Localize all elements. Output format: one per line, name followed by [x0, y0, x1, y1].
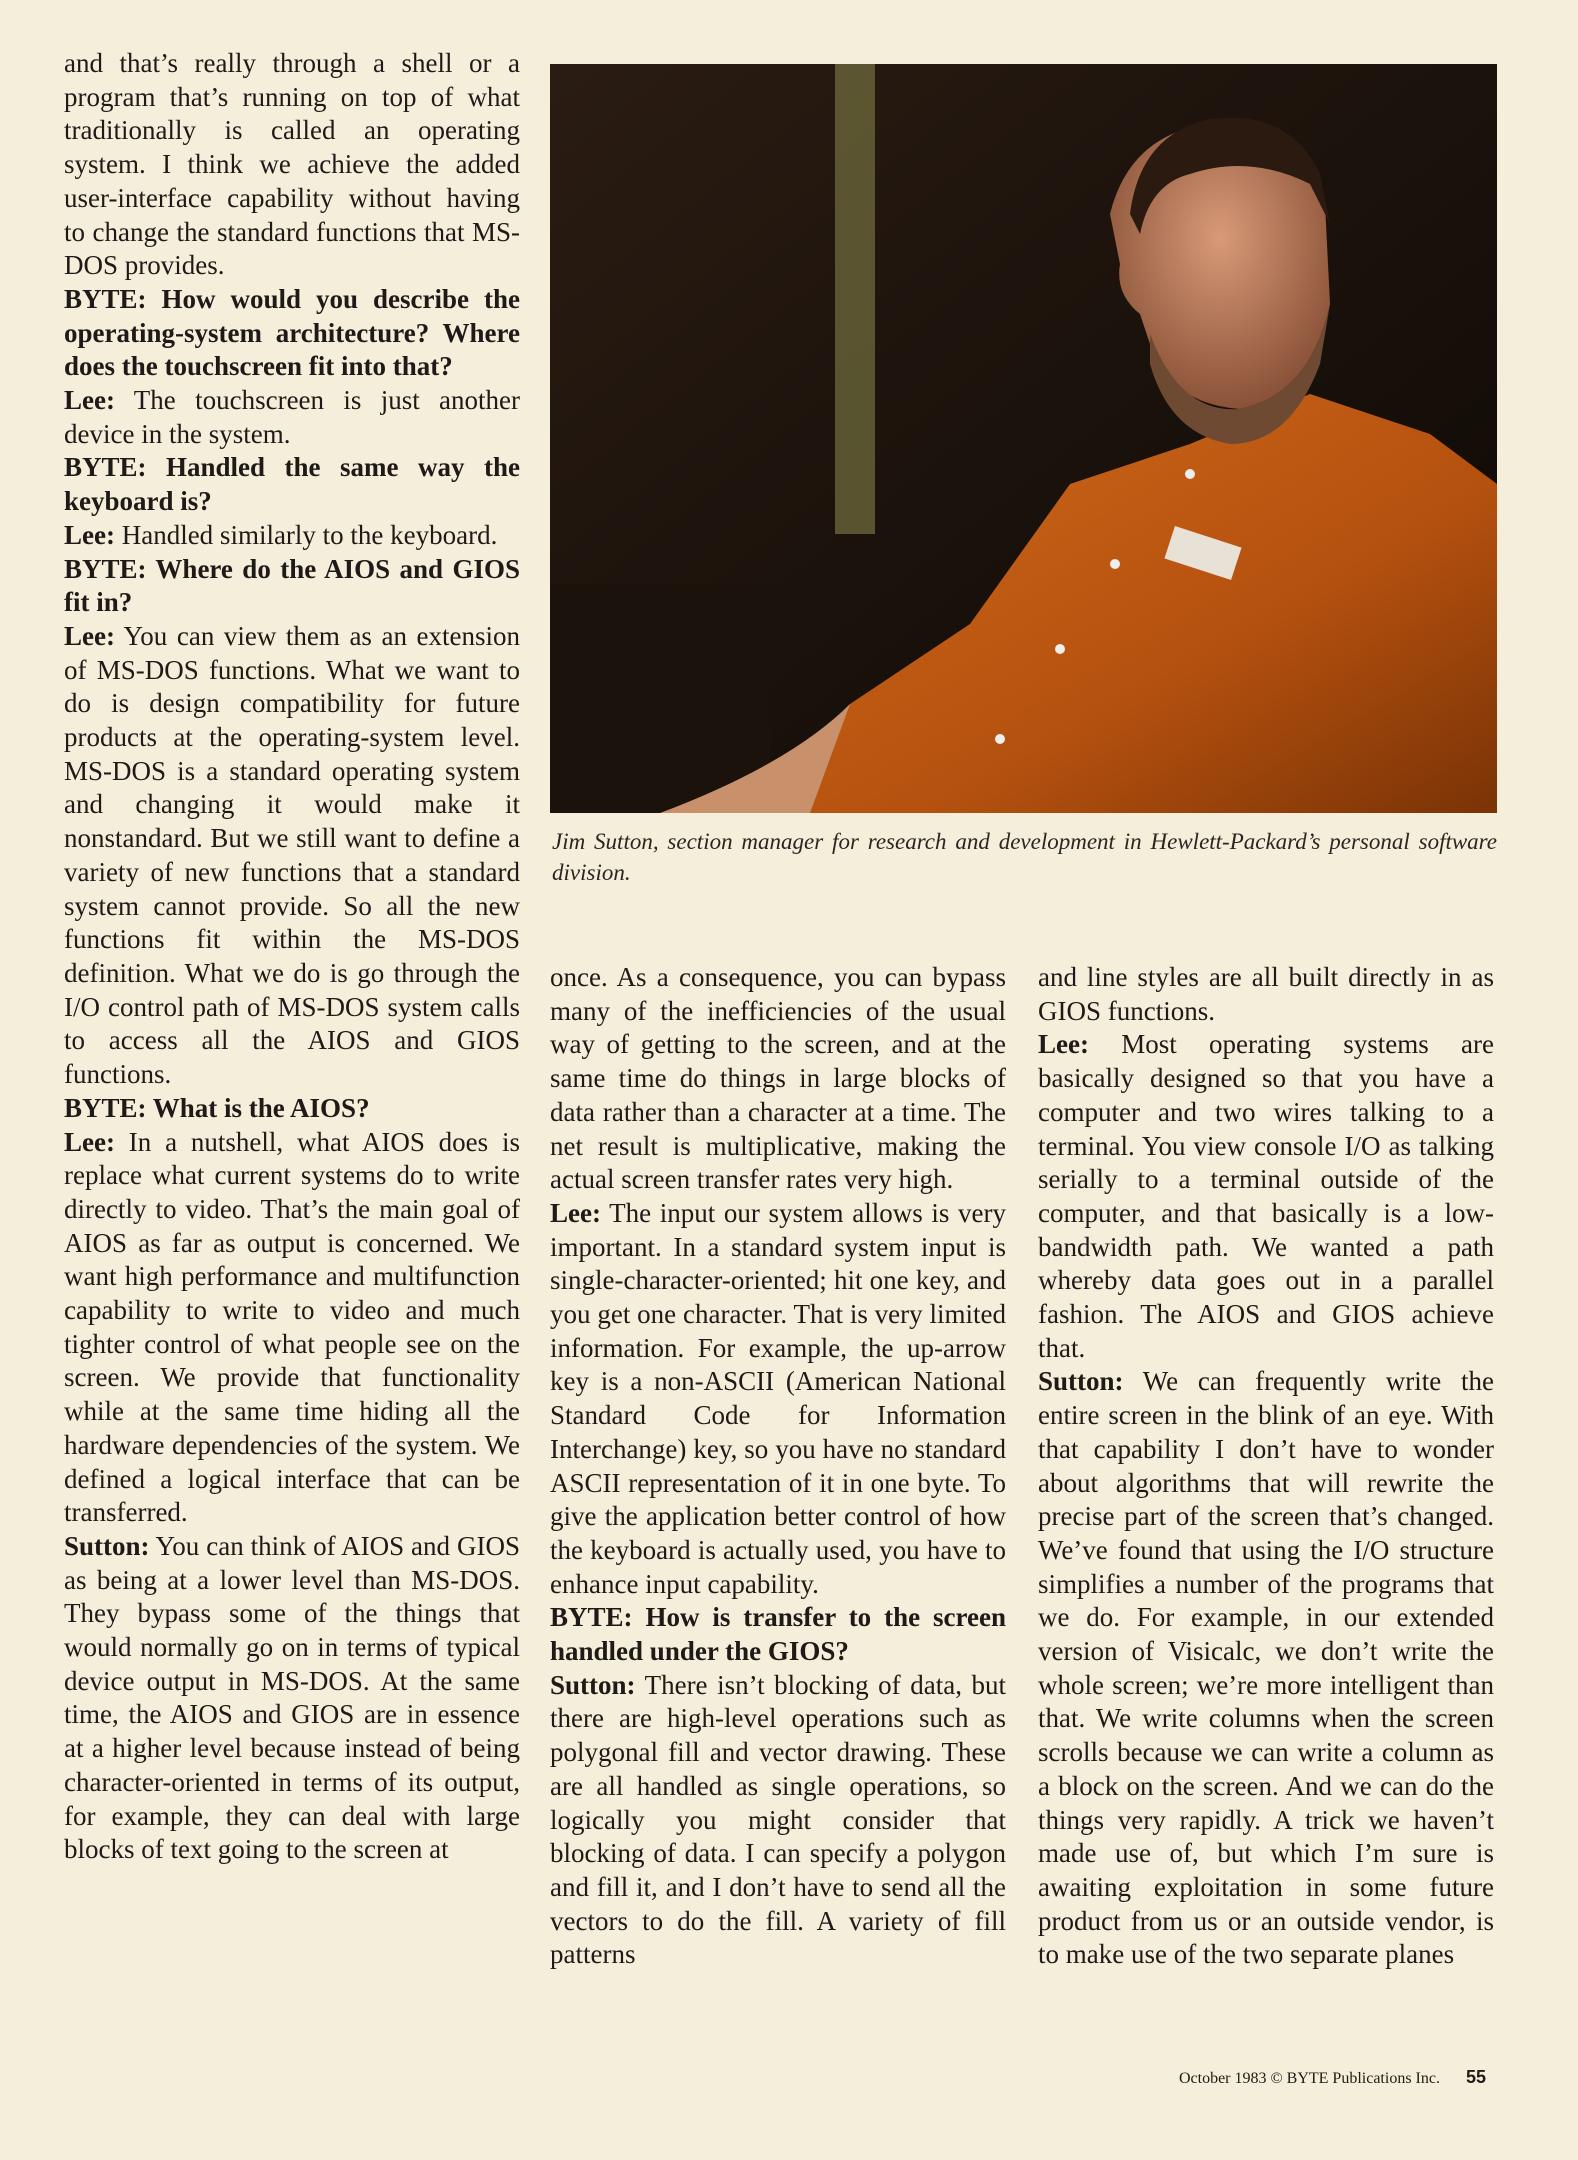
interview-answer	[1038, 961, 1494, 1028]
speaker-label: Lee:	[64, 1126, 115, 1157]
interview-answer	[550, 1197, 1006, 1601]
answer-text: once. As a consequence, you can bypass many of the inefficiencies of the usual way of getting to the screen, and at the same time do things in large blocks of data rather than a character at a time. The net result is multiplicative, making the actual screen transfer rates very high.	[550, 962, 1006, 1195]
speaker-label: Lee:	[64, 385, 115, 416]
interview-answer	[1038, 1365, 1494, 1972]
interview-question: BYTE: What is the AIOS?	[64, 1092, 370, 1123]
answer-text: The input our system allows is very important. In a standard system input is single-character-oriented; hit one key, and you get one character. That is very limited information. For example, the up-arrow key is a non-ASCII (American National Standard Code for Information Interchange) key, so you have no standard ASCII representation of it in one byte. To give the application better control of how the keyboard is actually used, you have to enhance input capability.	[550, 1197, 1006, 1599]
answer-text: Handled similarly to the keyboard.	[114, 519, 498, 550]
answer-text: There isn’t blocking of data, but there are high-level operations such as polygonal fill and vector drawing. These are all handled as single operations, so logically you might consider that blocking of data. I can specify a polygon and fill it, and I don’t have to send all the vectors to do the fill. A variety of fill patterns	[550, 1669, 1006, 1970]
answer-text: and that’s really through a shell or a program that’s running on top of what traditionally is called an operating system. I think we achieve the added user-interface capability without having to change the standard functions that MS-DOS provides.	[64, 48, 520, 281]
interview-answer	[64, 519, 520, 553]
interview-question: BYTE: Where do the AIOS and GIOS fit in?	[64, 553, 520, 618]
portrait-illustration	[550, 64, 1497, 813]
interview-answer	[64, 47, 520, 283]
speaker-label: Lee:	[550, 1197, 601, 1228]
portrait-photo	[550, 64, 1497, 813]
interview-answer	[64, 1530, 520, 1867]
answer-text: Most operating systems are basically designed so that you have a computer and two wires talking to a terminal. You view console I/O as talking serially to a terminal outside of the computer, and that basically is a low-bandwidth path. We wanted a path whereby data goes out in a parallel fashion. The AIOS and GIOS achieve that.	[1038, 1029, 1494, 1363]
speaker-label: Sutton:	[550, 1669, 636, 1700]
interview-answer	[550, 961, 1006, 1197]
speaker-label: Lee:	[64, 620, 115, 651]
interview-question: BYTE: How would you describe the operating-system architecture? Where does the touchscreen fit into that?	[64, 283, 520, 382]
interview-question: BYTE: Handled the same way the keyboard is?	[64, 452, 520, 517]
article-column-left	[64, 47, 520, 1867]
answer-text: You can think of AIOS and GIOS as being at a lower level than MS-DOS. They bypass some of the things that would normally go on in terms of typical device output in MS-DOS. At the same time, the AIOS and GIOS are in essence at a higher level because instead of being character-oriented in terms of its output, for example, they can deal with large blocks of text going to the screen at	[64, 1530, 520, 1865]
speaker-label: Lee:	[64, 519, 115, 550]
speaker-label: Sutton:	[1038, 1366, 1124, 1397]
answer-text: In a nutshell, what AIOS does is replace what current systems do to write directly to video. That’s the main goal of AIOS as far as output is concerned. We want high performance and multifunction capability to write to video and much tighter control of what people see on the screen. We provide that functionality while at the same time hiding all the hardware dependencies of the system. We defined a logical interface that can be transferred.	[64, 1126, 520, 1528]
interview-answer	[64, 620, 520, 1092]
article-column-middle	[550, 961, 1006, 1972]
speaker-label: Lee:	[1038, 1029, 1089, 1060]
page-footer	[1179, 2067, 1486, 2088]
interview-answer	[64, 1126, 520, 1530]
interview-answer	[1038, 1028, 1494, 1365]
article-column-right	[1038, 961, 1494, 1972]
interview-question: BYTE: How is transfer to the screen handled under the GIOS?	[550, 1602, 1006, 1667]
interview-answer	[550, 1669, 1006, 1972]
footer-credit: October 1983 © BYTE Publications Inc.	[1178, 2070, 1440, 2087]
answer-text: We can frequently write the entire screen in the blink of an eye. With that capability I don’t have to wonder about algorithms that will rewrite the precise part of the screen that’s changed. We’ve found that using the I/O structure simplifies a number of the programs that we do. For example, in our extended version of Visicalc, we don’t write the whole screen; we’re more intelligent than that. We write columns when the screen scrolls because we can write a column as a block on the screen. And we can do the things very rapidly. A trick we haven’t made use of, but which I’m sure is awaiting exploitation in some future product from us or an outside vendor, is to make use of the two separate planes	[1038, 1366, 1494, 1970]
speaker-label: Sutton:	[64, 1530, 150, 1561]
answer-text: and line styles are all built directly in as GIOS functions.	[1038, 962, 1494, 1026]
page-number: 55	[1465, 2067, 1486, 2087]
interview-answer	[64, 384, 520, 451]
answer-text: The touchscreen is just another device in the system.	[64, 385, 520, 449]
answer-text: You can view them as an extension of MS-DOS functions. What we want to do is design compatibility for future products at the operating-system level. MS-DOS is a standard operating system and changing it would make it nonstandard. But we still want to define a variety of new functions that a standard system cannot provide. So all the new functions fit within the MS-DOS definition. What we do is go through the I/O control path of MS-DOS system calls to access all the AIOS and GIOS functions.	[64, 620, 520, 1090]
photo-caption: Jim Sutton, section manager for research and development in Hewlett-Packard’s personal software division.	[552, 829, 1497, 885]
